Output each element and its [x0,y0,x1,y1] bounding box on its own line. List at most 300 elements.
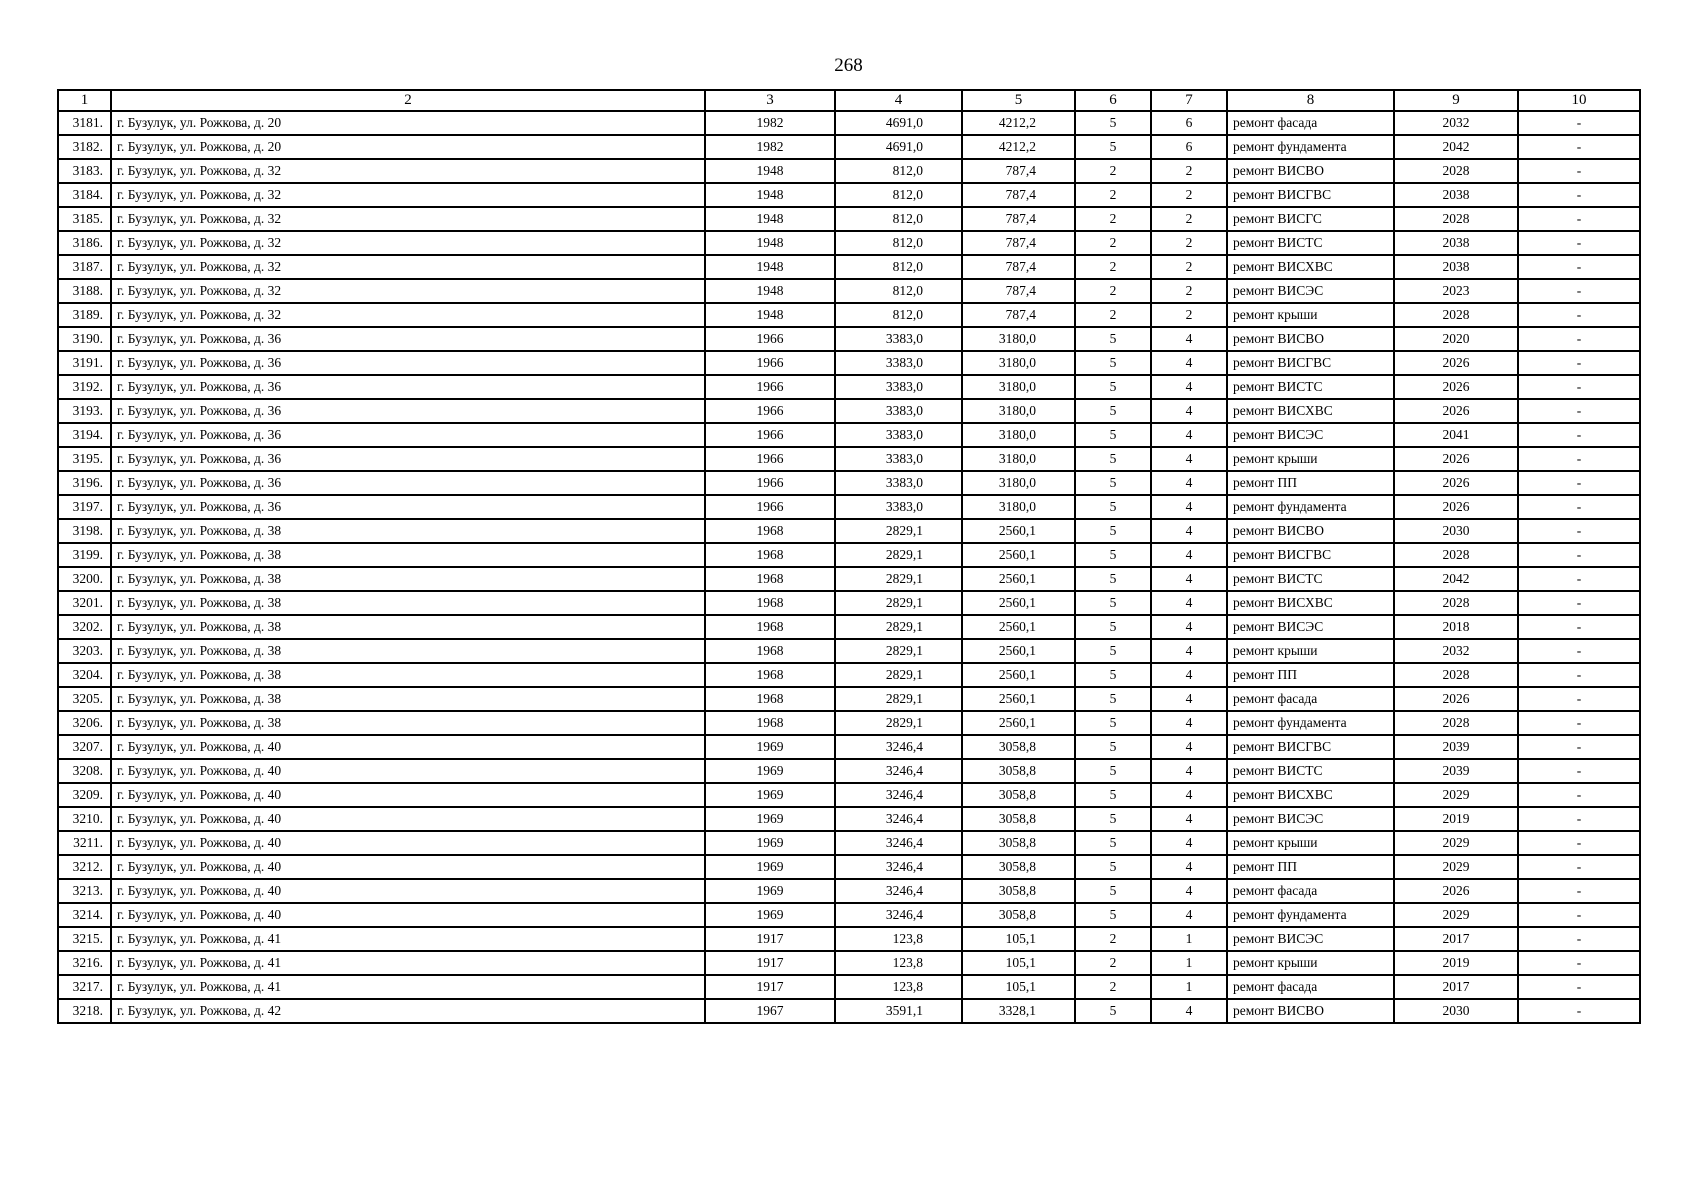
planned-year-cell: 2026 [1394,879,1518,903]
table-row [58,111,1640,135]
floors-cell: 5 [1075,759,1151,783]
planned-year-cell: 2026 [1394,375,1518,399]
year-built-cell: 1967 [705,999,835,1023]
address-cell: г. Бузулук, ул. Рожкова, д. 38 [111,711,705,735]
row-number-cell: 3193. [58,399,111,423]
planned-year-cell: 2028 [1394,663,1518,687]
entrances-cell: 4 [1151,519,1227,543]
work-type-cell: ремонт фундамента [1227,711,1394,735]
living-area-cell: 787,4 [962,279,1075,303]
floors-cell: 5 [1075,135,1151,159]
year-built-cell: 1948 [705,255,835,279]
entrances-cell: 4 [1151,831,1227,855]
total-area-cell: 2829,1 [835,615,962,639]
work-type-cell: ремонт ВИСГВС [1227,735,1394,759]
floors-cell: 5 [1075,711,1151,735]
planned-year-cell: 2030 [1394,519,1518,543]
planned-year-cell: 2038 [1394,183,1518,207]
total-area-cell: 3383,0 [835,471,962,495]
table-row [58,279,1640,303]
total-area-cell: 3246,4 [835,831,962,855]
living-area-cell: 787,4 [962,231,1075,255]
total-area-cell: 3246,4 [835,759,962,783]
total-area-cell: 2829,1 [835,519,962,543]
floors-cell: 5 [1075,831,1151,855]
total-area-cell: 123,8 [835,975,962,999]
table-row [58,639,1640,663]
work-type-cell: ремонт ВИСВО [1227,327,1394,351]
work-type-cell: ремонт фасада [1227,687,1394,711]
floors-cell: 5 [1075,807,1151,831]
living-area-cell: 3058,8 [962,855,1075,879]
table-row [58,543,1640,567]
repair-schedule-table [57,89,1641,1024]
total-area-cell: 2829,1 [835,543,962,567]
entrances-cell: 4 [1151,471,1227,495]
total-area-cell: 3383,0 [835,351,962,375]
planned-year-cell: 2026 [1394,351,1518,375]
total-area-cell: 3246,4 [835,735,962,759]
row-number-cell: 3197. [58,495,111,519]
row-number-cell: 3216. [58,951,111,975]
entrances-cell: 1 [1151,951,1227,975]
floors-cell: 5 [1075,687,1151,711]
row-number-cell: 3217. [58,975,111,999]
living-area-cell: 2560,1 [962,567,1075,591]
entrances-cell: 2 [1151,279,1227,303]
total-area-cell: 2829,1 [835,663,962,687]
floors-cell: 5 [1075,735,1151,759]
address-cell: г. Бузулук, ул. Рожкова, д. 41 [111,927,705,951]
total-area-cell: 812,0 [835,207,962,231]
row-number-cell: 3205. [58,687,111,711]
entrances-cell: 4 [1151,639,1227,663]
note-cell: - [1518,831,1640,855]
page-number: 268 [834,55,863,76]
total-area-cell: 812,0 [835,183,962,207]
entrances-cell: 2 [1151,303,1227,327]
row-number-cell: 3194. [58,423,111,447]
year-built-cell: 1968 [705,519,835,543]
floors-cell: 2 [1075,207,1151,231]
entrances-cell: 4 [1151,783,1227,807]
living-area-cell: 3180,0 [962,327,1075,351]
work-type-cell: ремонт ВИСВО [1227,999,1394,1023]
entrances-cell: 4 [1151,663,1227,687]
entrances-cell: 6 [1151,135,1227,159]
living-area-cell: 787,4 [962,303,1075,327]
column-header-5: 5 [962,90,1075,111]
table-row [58,951,1640,975]
row-number-cell: 3209. [58,783,111,807]
table-row [58,447,1640,471]
table-row [58,831,1640,855]
floors-cell: 5 [1075,543,1151,567]
column-header-10: 10 [1518,90,1640,111]
row-number-cell: 3185. [58,207,111,231]
note-cell: - [1518,879,1640,903]
total-area-cell: 2829,1 [835,687,962,711]
table-row [58,471,1640,495]
year-built-cell: 1969 [705,903,835,927]
address-cell: г. Бузулук, ул. Рожкова, д. 38 [111,615,705,639]
total-area-cell: 812,0 [835,303,962,327]
table-row [58,255,1640,279]
living-area-cell: 3180,0 [962,375,1075,399]
work-type-cell: ремонт ВИСГС [1227,207,1394,231]
year-built-cell: 1968 [705,543,835,567]
note-cell: - [1518,591,1640,615]
floors-cell: 5 [1075,615,1151,639]
address-cell: г. Бузулук, ул. Рожкова, д. 36 [111,423,705,447]
living-area-cell: 3058,8 [962,879,1075,903]
table-row [58,975,1640,999]
living-area-cell: 2560,1 [962,543,1075,567]
entrances-cell: 2 [1151,207,1227,231]
living-area-cell: 787,4 [962,159,1075,183]
year-built-cell: 1968 [705,591,835,615]
note-cell: - [1518,207,1640,231]
living-area-cell: 3180,0 [962,495,1075,519]
living-area-cell: 3180,0 [962,423,1075,447]
year-built-cell: 1917 [705,975,835,999]
year-built-cell: 1969 [705,831,835,855]
planned-year-cell: 2028 [1394,591,1518,615]
address-cell: г. Бузулук, ул. Рожкова, д. 36 [111,447,705,471]
living-area-cell: 2560,1 [962,711,1075,735]
row-number-cell: 3208. [58,759,111,783]
table-row [58,327,1640,351]
work-type-cell: ремонт ВИСЭС [1227,423,1394,447]
year-built-cell: 1948 [705,207,835,231]
total-area-cell: 123,8 [835,927,962,951]
planned-year-cell: 2029 [1394,855,1518,879]
floors-cell: 5 [1075,327,1151,351]
work-type-cell: ремонт ВИСВО [1227,519,1394,543]
work-type-cell: ремонт крыши [1227,303,1394,327]
address-cell: г. Бузулук, ул. Рожкова, д. 38 [111,639,705,663]
note-cell: - [1518,903,1640,927]
floors-cell: 5 [1075,423,1151,447]
table-row [58,423,1640,447]
address-cell: г. Бузулук, ул. Рожкова, д. 32 [111,183,705,207]
total-area-cell: 3383,0 [835,447,962,471]
row-number-cell: 3190. [58,327,111,351]
address-cell: г. Бузулук, ул. Рожкова, д. 32 [111,207,705,231]
table-row [58,735,1640,759]
note-cell: - [1518,807,1640,831]
total-area-cell: 2829,1 [835,591,962,615]
note-cell: - [1518,255,1640,279]
note-cell: - [1518,927,1640,951]
row-number-cell: 3212. [58,855,111,879]
planned-year-cell: 2017 [1394,927,1518,951]
planned-year-cell: 2020 [1394,327,1518,351]
row-number-cell: 3210. [58,807,111,831]
year-built-cell: 1969 [705,783,835,807]
planned-year-cell: 2029 [1394,831,1518,855]
table-row [58,375,1640,399]
work-type-cell: ремонт ВИСЭС [1227,927,1394,951]
planned-year-cell: 2038 [1394,231,1518,255]
total-area-cell: 3383,0 [835,399,962,423]
floors-cell: 5 [1075,999,1151,1023]
total-area-cell: 812,0 [835,279,962,303]
note-cell: - [1518,567,1640,591]
row-number-cell: 3211. [58,831,111,855]
row-number-cell: 3201. [58,591,111,615]
planned-year-cell: 2041 [1394,423,1518,447]
entrances-cell: 4 [1151,567,1227,591]
total-area-cell: 3246,4 [835,903,962,927]
row-number-cell: 3183. [58,159,111,183]
floors-cell: 5 [1075,855,1151,879]
work-type-cell: ремонт крыши [1227,639,1394,663]
total-area-cell: 812,0 [835,159,962,183]
entrances-cell: 4 [1151,615,1227,639]
table-row [58,927,1640,951]
work-type-cell: ремонт ПП [1227,663,1394,687]
planned-year-cell: 2019 [1394,951,1518,975]
floors-cell: 5 [1075,591,1151,615]
planned-year-cell: 2026 [1394,447,1518,471]
address-cell: г. Бузулук, ул. Рожкова, д. 20 [111,111,705,135]
note-cell: - [1518,711,1640,735]
address-cell: г. Бузулук, ул. Рожкова, д. 32 [111,159,705,183]
note-cell: - [1518,231,1640,255]
total-area-cell: 812,0 [835,231,962,255]
floors-cell: 5 [1075,399,1151,423]
table-row [58,903,1640,927]
year-built-cell: 1948 [705,159,835,183]
planned-year-cell: 2028 [1394,543,1518,567]
planned-year-cell: 2038 [1394,255,1518,279]
floors-cell: 5 [1075,879,1151,903]
table-row [58,999,1640,1023]
year-built-cell: 1968 [705,615,835,639]
address-cell: г. Бузулук, ул. Рожкова, д. 40 [111,807,705,831]
work-type-cell: ремонт ВИСЭС [1227,279,1394,303]
entrances-cell: 4 [1151,351,1227,375]
row-number-cell: 3195. [58,447,111,471]
planned-year-cell: 2029 [1394,783,1518,807]
planned-year-cell: 2023 [1394,279,1518,303]
planned-year-cell: 2028 [1394,207,1518,231]
table-row [58,567,1640,591]
entrances-cell: 4 [1151,375,1227,399]
year-built-cell: 1982 [705,135,835,159]
work-type-cell: ремонт крыши [1227,831,1394,855]
work-type-cell: ремонт фундамента [1227,903,1394,927]
table-row [58,759,1640,783]
living-area-cell: 3058,8 [962,735,1075,759]
row-number-cell: 3198. [58,519,111,543]
table-row [58,663,1640,687]
note-cell: - [1518,303,1640,327]
table-row [58,519,1640,543]
floors-cell: 5 [1075,495,1151,519]
floors-cell: 2 [1075,255,1151,279]
work-type-cell: ремонт ВИСХВС [1227,783,1394,807]
work-type-cell: ремонт ВИСТС [1227,231,1394,255]
entrances-cell: 4 [1151,399,1227,423]
table-row [58,351,1640,375]
entrances-cell: 1 [1151,975,1227,999]
column-header-1: 1 [58,90,111,111]
row-number-cell: 3214. [58,903,111,927]
entrances-cell: 4 [1151,423,1227,447]
entrances-cell: 6 [1151,111,1227,135]
planned-year-cell: 2039 [1394,759,1518,783]
work-type-cell: ремонт ВИСХВС [1227,255,1394,279]
column-header-9: 9 [1394,90,1518,111]
note-cell: - [1518,351,1640,375]
address-cell: г. Бузулук, ул. Рожкова, д. 40 [111,735,705,759]
work-type-cell: ремонт ВИСЭС [1227,615,1394,639]
planned-year-cell: 2032 [1394,639,1518,663]
year-built-cell: 1966 [705,423,835,447]
address-cell: г. Бузулук, ул. Рожкова, д. 38 [111,591,705,615]
year-built-cell: 1966 [705,399,835,423]
living-area-cell: 787,4 [962,183,1075,207]
floors-cell: 5 [1075,351,1151,375]
year-built-cell: 1966 [705,495,835,519]
note-cell: - [1518,999,1640,1023]
address-cell: г. Бузулук, ул. Рожкова, д. 41 [111,951,705,975]
living-area-cell: 3328,1 [962,999,1075,1023]
address-cell: г. Бузулук, ул. Рожкова, д. 32 [111,255,705,279]
work-type-cell: ремонт фундамента [1227,135,1394,159]
floors-cell: 5 [1075,567,1151,591]
work-type-cell: ремонт ПП [1227,855,1394,879]
note-cell: - [1518,183,1640,207]
address-cell: г. Бузулук, ул. Рожкова, д. 32 [111,303,705,327]
entrances-cell: 4 [1151,447,1227,471]
entrances-cell: 4 [1151,711,1227,735]
total-area-cell: 4691,0 [835,135,962,159]
note-cell: - [1518,519,1640,543]
entrances-cell: 2 [1151,183,1227,207]
entrances-cell: 4 [1151,591,1227,615]
living-area-cell: 4212,2 [962,111,1075,135]
row-number-cell: 3184. [58,183,111,207]
year-built-cell: 1948 [705,231,835,255]
address-cell: г. Бузулук, ул. Рожкова, д. 38 [111,543,705,567]
work-type-cell: ремонт ВИСЭС [1227,807,1394,831]
planned-year-cell: 2042 [1394,135,1518,159]
floors-cell: 5 [1075,783,1151,807]
planned-year-cell: 2026 [1394,495,1518,519]
living-area-cell: 2560,1 [962,687,1075,711]
work-type-cell: ремонт ВИСТС [1227,567,1394,591]
year-built-cell: 1968 [705,663,835,687]
planned-year-cell: 2028 [1394,303,1518,327]
living-area-cell: 3058,8 [962,831,1075,855]
table-row [58,615,1640,639]
year-built-cell: 1966 [705,327,835,351]
year-built-cell: 1948 [705,303,835,327]
living-area-cell: 105,1 [962,927,1075,951]
table-row [58,783,1640,807]
entrances-cell: 2 [1151,159,1227,183]
planned-year-cell: 2026 [1394,687,1518,711]
floors-cell: 2 [1075,951,1151,975]
note-cell: - [1518,471,1640,495]
floors-cell: 2 [1075,303,1151,327]
total-area-cell: 3383,0 [835,423,962,447]
work-type-cell: ремонт ВИСТС [1227,375,1394,399]
year-built-cell: 1969 [705,759,835,783]
year-built-cell: 1948 [705,183,835,207]
year-built-cell: 1969 [705,807,835,831]
row-number-cell: 3204. [58,663,111,687]
row-number-cell: 3192. [58,375,111,399]
floors-cell: 5 [1075,903,1151,927]
floors-cell: 5 [1075,471,1151,495]
table-row [58,135,1640,159]
table-row [58,879,1640,903]
entrances-cell: 4 [1151,759,1227,783]
entrances-cell: 4 [1151,327,1227,351]
year-built-cell: 1968 [705,567,835,591]
row-number-cell: 3191. [58,351,111,375]
living-area-cell: 3058,8 [962,783,1075,807]
address-cell: г. Бузулук, ул. Рожкова, д. 38 [111,567,705,591]
work-type-cell: ремонт крыши [1227,951,1394,975]
entrances-cell: 4 [1151,495,1227,519]
note-cell: - [1518,399,1640,423]
note-cell: - [1518,639,1640,663]
living-area-cell: 2560,1 [962,591,1075,615]
total-area-cell: 123,8 [835,951,962,975]
planned-year-cell: 2028 [1394,711,1518,735]
floors-cell: 5 [1075,639,1151,663]
living-area-cell: 2560,1 [962,639,1075,663]
note-cell: - [1518,543,1640,567]
work-type-cell: ремонт ВИСХВС [1227,399,1394,423]
living-area-cell: 787,4 [962,207,1075,231]
planned-year-cell: 2026 [1394,471,1518,495]
row-number-cell: 3207. [58,735,111,759]
row-number-cell: 3213. [58,879,111,903]
address-cell: г. Бузулук, ул. Рожкова, д. 36 [111,375,705,399]
work-type-cell: ремонт ВИСХВС [1227,591,1394,615]
column-header-6: 6 [1075,90,1151,111]
note-cell: - [1518,279,1640,303]
total-area-cell: 3383,0 [835,375,962,399]
work-type-cell: ремонт ВИСВО [1227,159,1394,183]
note-cell: - [1518,423,1640,447]
column-header-7: 7 [1151,90,1227,111]
year-built-cell: 1968 [705,639,835,663]
total-area-cell: 3246,4 [835,807,962,831]
floors-cell: 2 [1075,231,1151,255]
entrances-cell: 2 [1151,231,1227,255]
note-cell: - [1518,975,1640,999]
note-cell: - [1518,111,1640,135]
year-built-cell: 1917 [705,951,835,975]
row-number-cell: 3196. [58,471,111,495]
address-cell: г. Бузулук, ул. Рожкова, д. 20 [111,135,705,159]
table-row [58,711,1640,735]
work-type-cell: ремонт ВИСГВС [1227,183,1394,207]
year-built-cell: 1969 [705,879,835,903]
year-built-cell: 1969 [705,855,835,879]
table-row [58,207,1640,231]
year-built-cell: 1966 [705,351,835,375]
total-area-cell: 3246,4 [835,879,962,903]
row-number-cell: 3188. [58,279,111,303]
